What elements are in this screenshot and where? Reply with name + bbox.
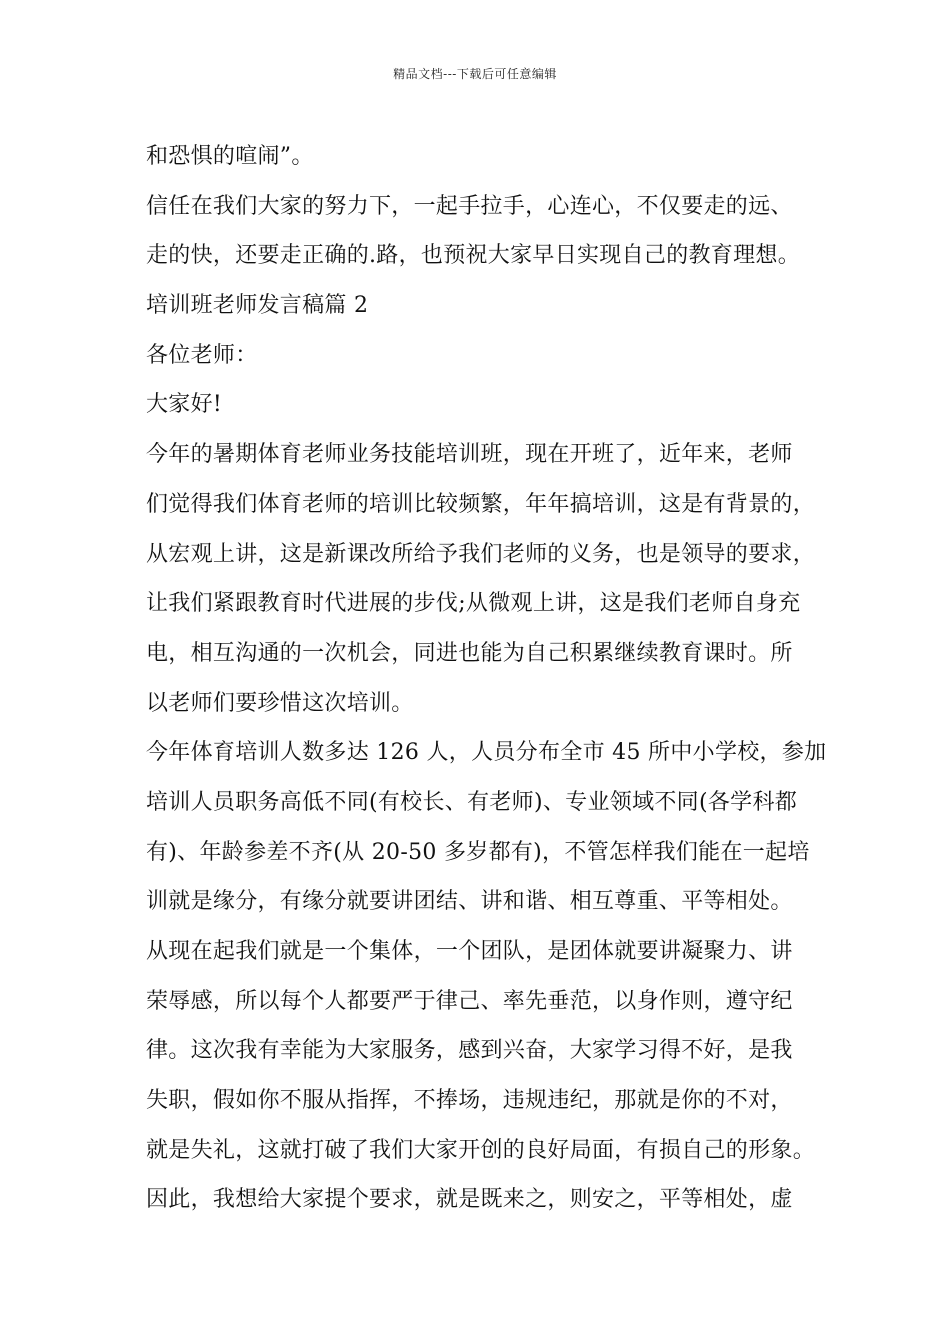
page-header: 精品文档---下载后可任意编辑 bbox=[393, 67, 557, 81]
text-line: 信任在我们大家的努力下，一起手拉手，心连心，不仅要走的远、 bbox=[146, 193, 793, 219]
text-line: 让我们紧跟教育时代进展的步伐;从微观上讲，这是我们老师自身充 bbox=[146, 591, 801, 617]
text-line: 以老师们要珍惜这次培训。 bbox=[146, 690, 414, 716]
greeting: 大家好! bbox=[146, 392, 223, 418]
section-title: 培训班老师发言稿篇 2 bbox=[146, 293, 369, 319]
text-line: 有)、年龄参差不齐(从 20-50 多岁都有)，不管怎样我们能在一起培 bbox=[146, 839, 810, 865]
text-line: 训就是缘分，有缘分就要讲团结、讲和谐、相互尊重、平等相处。 bbox=[146, 889, 793, 915]
text-line: 和恐惧的喧闹”。 bbox=[146, 144, 314, 169]
text-line: 走的快，还要走正确的.路，也预祝大家早日实现自己的教育理想。 bbox=[146, 243, 800, 269]
salutation: 各位老师： bbox=[146, 342, 258, 368]
text-line: 培训人员职务高低不同(有校长、有老师)、专业领域不同(各学科都 bbox=[146, 789, 798, 815]
text-line: 今年体育培训人数多达 126 人，人员分布全市 45 所中小学校，参加 bbox=[146, 740, 827, 766]
text-line: 失职，假如你不服从指挥，不捧场，违规违纪，那就是你的不对， bbox=[146, 1088, 793, 1114]
text-line: 今年的暑期体育老师业务技能培训班，现在开班了，近年来，老师 bbox=[146, 442, 793, 468]
text-line: 律。这次我有幸能为大家服务，感到兴奋，大家学习得不好，是我 bbox=[146, 1038, 793, 1064]
text-line: 从宏观上讲，这是新课改所给予我们老师的义务，也是领导的要求， bbox=[146, 541, 816, 567]
document-body bbox=[146, 132, 836, 1225]
text-line: 因此，我想给大家提个要求，就是既来之，则安之，平等相处，虚 bbox=[146, 1187, 793, 1213]
text-line: 们觉得我们体育老师的培训比较频繁，年年搞培训，这是有背景的， bbox=[146, 491, 816, 517]
text-line: 电，相互沟通的一次机会，同进也能为自己积累继续教育课时。所 bbox=[146, 640, 793, 666]
text-line: 从现在起我们就是一个集体，一个团队，是团体就要讲凝聚力、讲 bbox=[146, 939, 793, 964]
text-line: 就是失礼，这就打破了我们大家开创的良好局面，有损自己的形象。 bbox=[146, 1137, 816, 1163]
text-line: 荣辱感，所以每个人都要严于律己、率先垂范，以身作则，遵守纪 bbox=[146, 988, 793, 1014]
